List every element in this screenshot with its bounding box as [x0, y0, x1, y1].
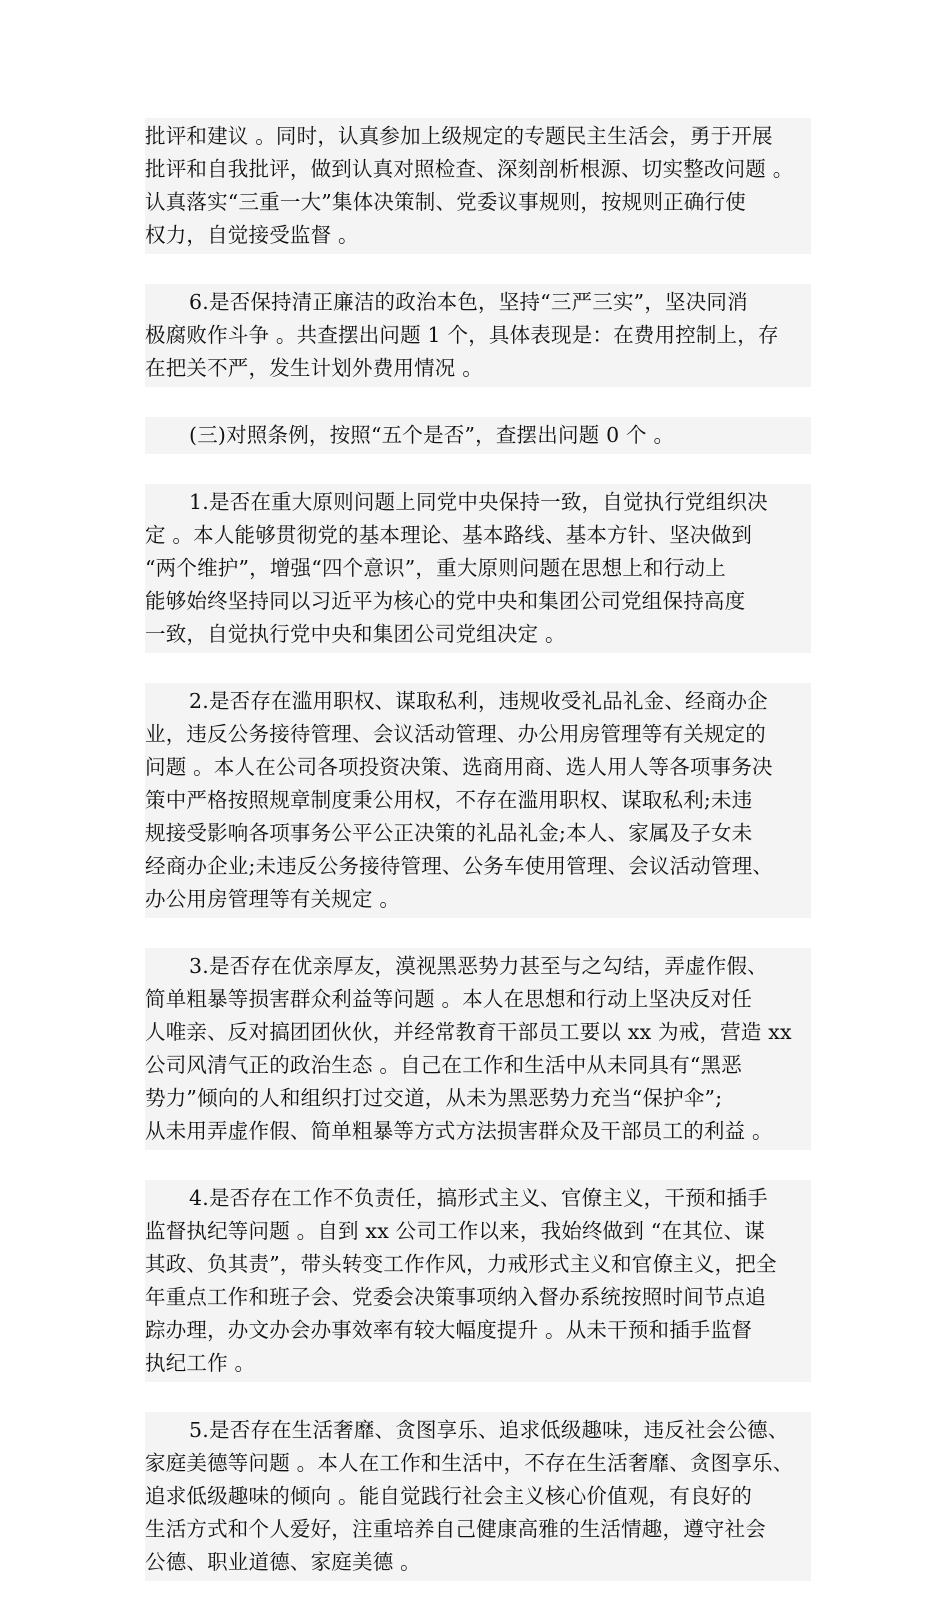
text-line: 办公用房管理等有关规定 。: [145, 887, 401, 911]
paragraph-item-5: [145, 1412, 811, 1581]
text-line: 策中严格按照规章制度秉公用权，不存在滥用职权、谋取私利;未违: [145, 788, 753, 812]
text-line: 一致，自觉执行党中央和集团公司党组决定 。: [145, 622, 566, 646]
text-line: 势力”倾向的人和组织打过交道，从未为黑恶势力充当“保护伞”;: [145, 1086, 723, 1110]
text-line: 极腐败作斗争 。共查摆出问题 1 个，具体表现是：在费用控制上，存: [145, 323, 779, 347]
text-line: 5.是否存在生活奢靡、贪图享乐、追求低级趣味，违反社会公德、: [189, 1418, 789, 1442]
text-line: 公司风清气正的政治生态 。自己在工作和生活中从未同具有“黑恶: [145, 1053, 742, 1077]
text-line: 踪办理，办文办会办事效率有较大幅度提升 。从未干预和插手监督: [145, 1318, 753, 1342]
text-line: 1.是否在重大原则问题上同党中央保持一致，自觉执行党组织决: [189, 490, 768, 514]
text-line: 能够始终坚持同以习近平为核心的党中央和集团公司党组保持高度: [145, 589, 746, 613]
text-line: 执纪工作 。: [145, 1351, 256, 1375]
text-line: 认真落实“三重一大”集体决策制、党委议事规则，按规则正确行使: [145, 190, 746, 214]
document-body: [145, 118, 811, 1611]
text-line: 批评和自我批评，做到认真对照检查、深刻剖析根源、切实整改问题 。: [145, 157, 794, 181]
text-line: 权力，自觉接受监督 。: [145, 223, 359, 247]
text-line: “两个维护”，增强“四个意识”，重大原则问题在思想上和行动上: [145, 556, 726, 580]
text-line: 年重点工作和班子会、党委会决策事项纳入督办系统按照时间节点追: [145, 1285, 766, 1309]
text-line: 规接受影响各项事务公平公正决策的礼品礼金;本人、家属及子女未: [145, 821, 753, 845]
text-line: 经商办企业;未违反公务接待管理、公务车使用管理、会议活动管理、: [145, 854, 774, 878]
text-line: 监督执纪等问题 。自到 xx 公司工作以来，我始终做到 “在其位、谋: [145, 1219, 765, 1243]
paragraph-criticism-continued: [145, 118, 811, 254]
paragraph-item-4: [145, 1180, 811, 1382]
text-line: 4.是否存在工作不负责任，搞形式主义、官僚主义，干预和插手: [189, 1186, 768, 1210]
section-heading-3: [145, 417, 811, 454]
text-line: 批评和建议 。同时，认真参加上级规定的专题民主生活会，勇于开展: [145, 124, 773, 148]
text-line: (三)对照条例，按照“五个是否”，查摆出问题 0 个 。: [189, 423, 675, 447]
text-line: 3.是否存在优亲厚友，漠视黑恶势力甚至与之勾结，弄虚作假、: [189, 954, 768, 978]
text-line: 追求低级趣味的倾向 。能自觉践行社会主义核心价值观，有良好的: [145, 1484, 753, 1508]
paragraph-item-1: [145, 484, 811, 653]
text-line: 人唯亲、反对搞团团伙伙，并经常教育干部员工要以 xx 为戒，营造 xx: [145, 1020, 792, 1044]
text-line: 业，违反公务接待管理、会议活动管理、办公用房管理等有关规定的: [145, 722, 766, 746]
text-line: 定 。本人能够贯彻党的基本理论、基本路线、基本方针、坚决做到: [145, 523, 753, 547]
text-line: 简单粗暴等损害群众利益等问题 。本人在思想和行动上坚决反对任: [145, 987, 753, 1011]
text-line: 6.是否保持清正廉洁的政治本色，坚持“三严三实”，坚决同消: [189, 290, 748, 314]
text-line: 公德、职业道德、家庭美德 。: [145, 1550, 421, 1574]
text-line: 2.是否存在滥用职权、谋取私利，违规收受礼品礼金、经商办企: [189, 689, 768, 713]
text-line: 生活方式和个人爱好，注重培养自己健康高雅的生活情趣，遵守社会: [145, 1517, 766, 1541]
paragraph-item-2: [145, 683, 811, 918]
paragraph-item-3: [145, 948, 811, 1150]
text-line: 家庭美德等问题 。本人在工作和生活中，不存在生活奢靡、贪图享乐、: [145, 1451, 794, 1475]
text-line: 在把关不严，发生计划外费用情况 。: [145, 356, 483, 380]
text-line: 从未用弄虚作假、简单粗暴等方式方法损害群众及干部员工的利益 。: [145, 1119, 773, 1143]
paragraph-item-6: [145, 284, 811, 387]
text-line: 其政、负其责”，带头转变工作作风，力戒形式主义和官僚主义，把全: [145, 1252, 777, 1276]
text-line: 问题 。本人在公司各项投资决策、选商用商、选人用人等各项事务决: [145, 755, 773, 779]
